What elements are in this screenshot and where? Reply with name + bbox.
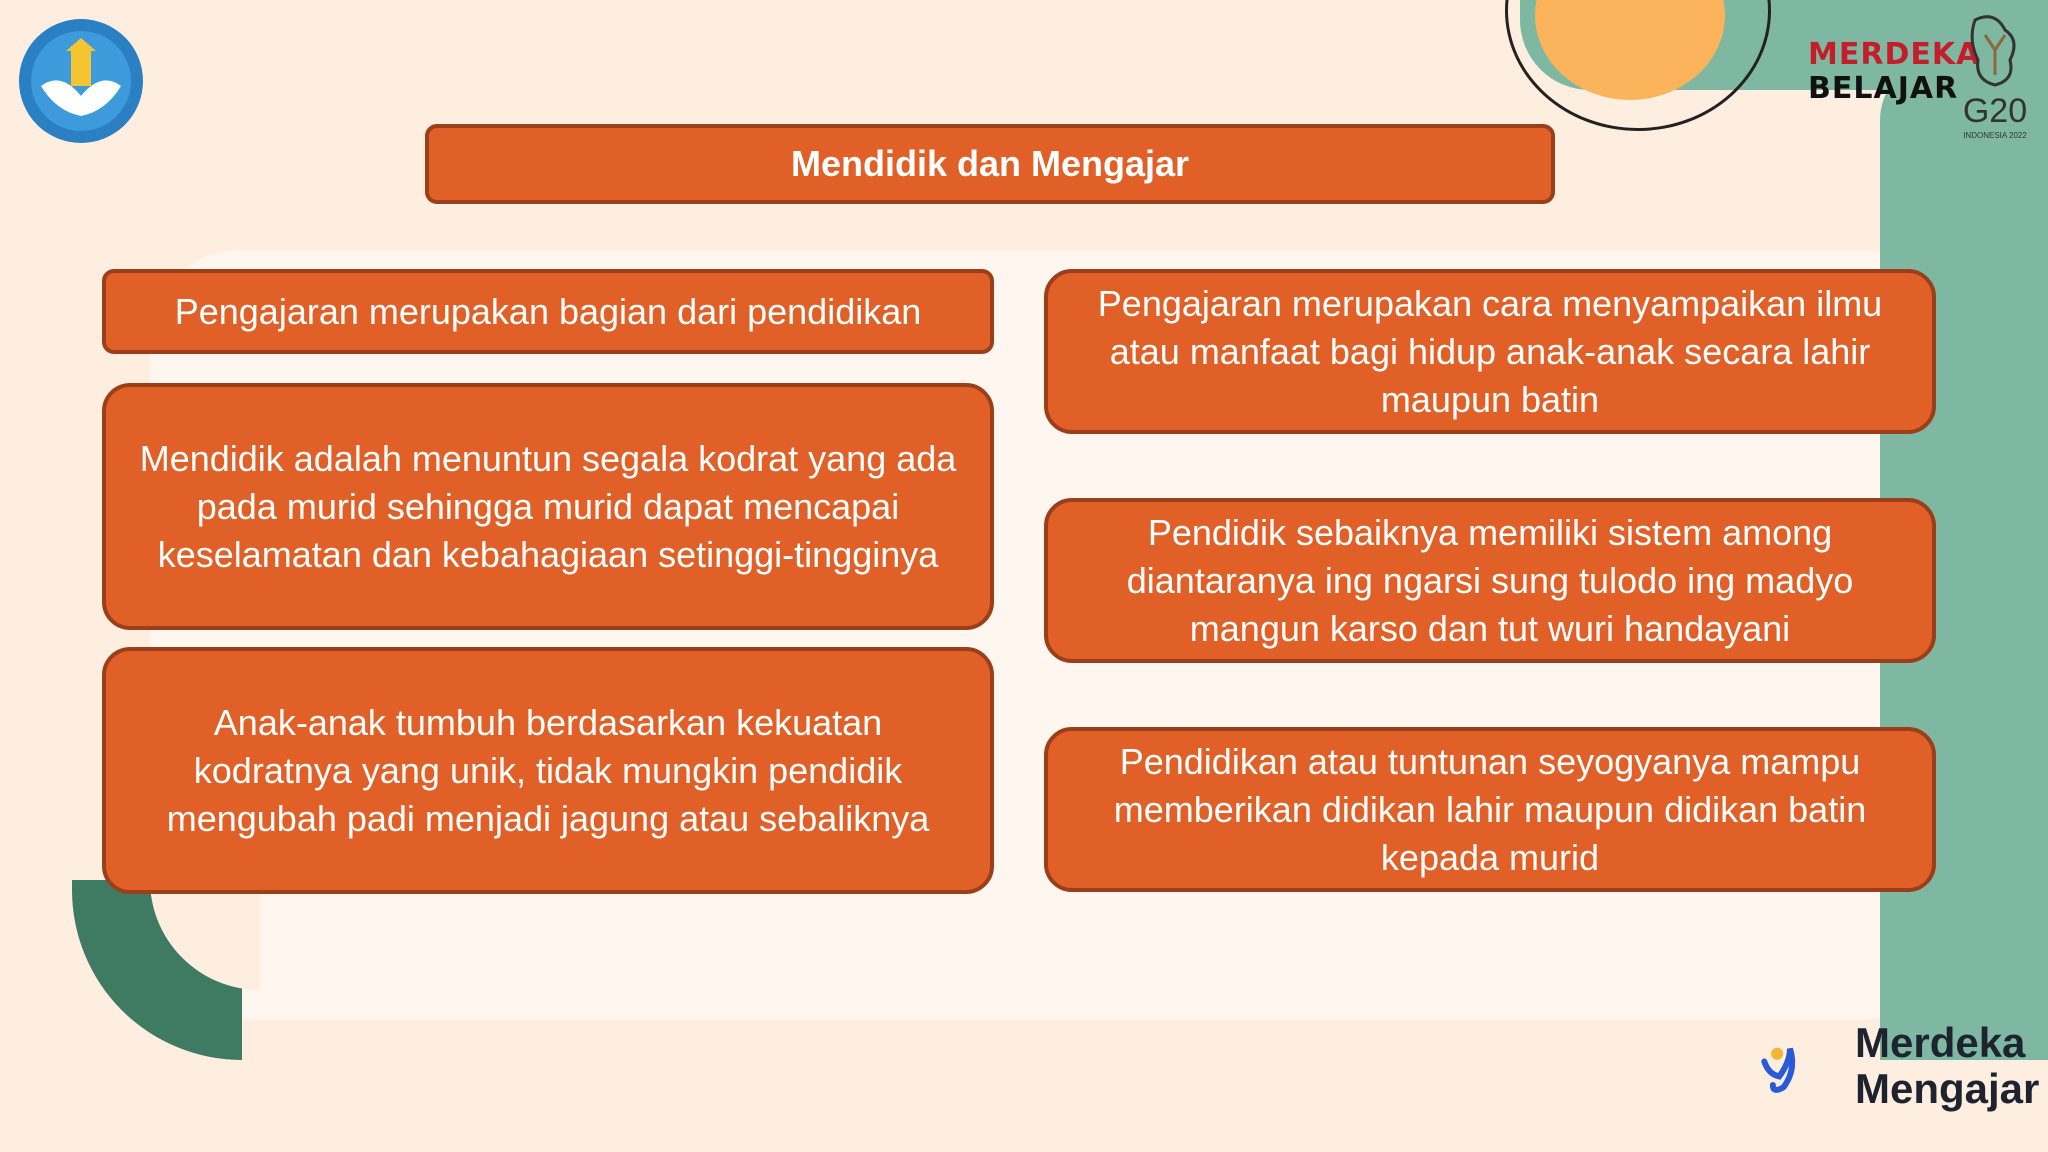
card-left-2: Mendidik adalah menuntun segala kodrat yang ada pada murid sehingga murid dapat mencapai keselamatan dan kebahagiaan setinggi-tingginya xyxy=(102,383,994,630)
merdeka-mengajar-logo xyxy=(1855,1020,2039,1112)
g20-label: G20 xyxy=(1962,92,2028,130)
card-right-3: Pendidikan atau tuntunan seyogyanya mampu memberikan didikan lahir maupun didikan batin kepada murid xyxy=(1044,727,1936,892)
card-right-2: Pendidik sebaiknya memiliki sistem among diantaranya ing ngarsi sung tulodo ing madyo mangun karso dan tut wuri handayani xyxy=(1044,498,1936,663)
g20-sub-label: INDONESIA 2022 xyxy=(1963,131,2027,140)
kemendikbud-logo-icon xyxy=(16,16,146,146)
slide-title: Mendidik dan Mengajar xyxy=(425,124,1555,204)
merdeka-mengajar-line1: Merdeka xyxy=(1855,1019,2026,1066)
g20-logo-icon xyxy=(1950,10,2040,145)
merdeka-belajar-line2: BELAJAR xyxy=(1808,71,1959,106)
decor-sun-outline xyxy=(1505,0,1771,131)
merdeka-mengajar-line2: Mengajar xyxy=(1855,1065,2040,1112)
card-left-3: Anak-anak tumbuh berdasarkan kekuatan kodratnya yang unik, tidak mungkin pendidik mengubah padi menjadi jagung atau sebaliknya xyxy=(102,647,994,894)
card-left-1: Pengajaran merupakan bagian dari pendidikan xyxy=(102,269,994,354)
card-right-1: Pengajaran merupakan cara menyampaikan ilmu atau manfaat bagi hidup anak-anak secara lahir maupun batin xyxy=(1044,269,1936,434)
merdeka-belajar-line1: MERDEKA xyxy=(1808,37,1981,72)
